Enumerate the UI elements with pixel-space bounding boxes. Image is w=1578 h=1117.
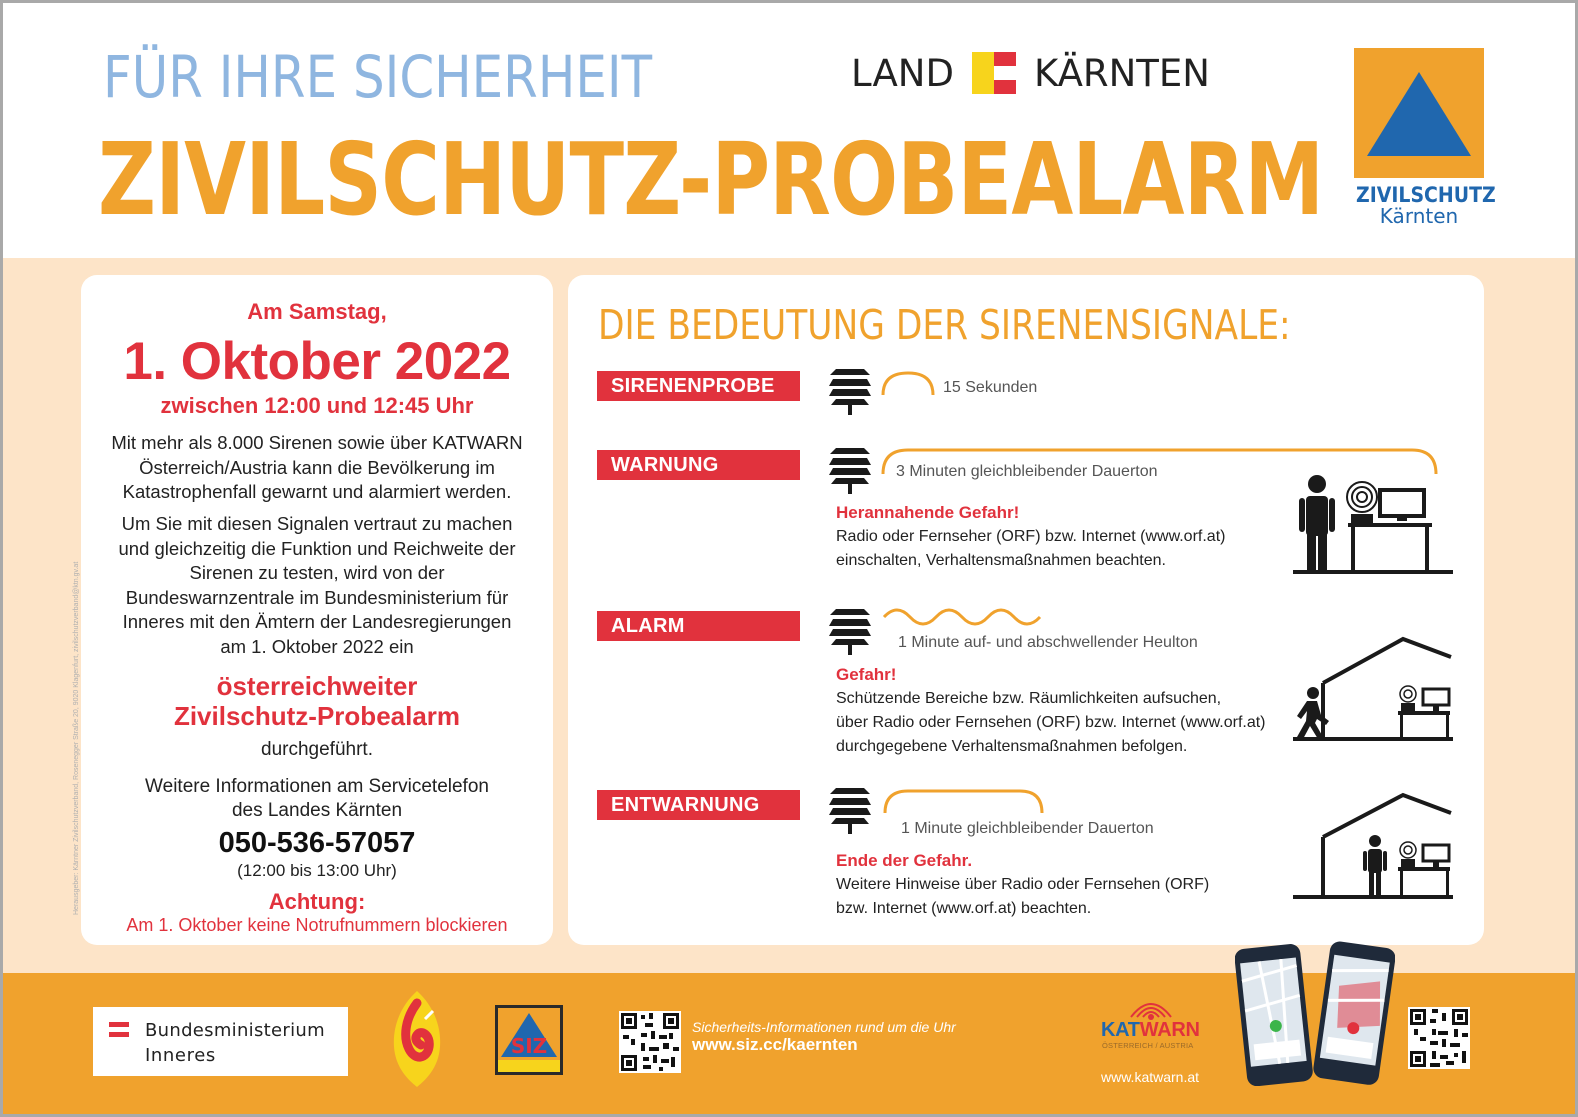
katwarn-url-link[interactable]: www.katwarn.at xyxy=(1101,1069,1200,1085)
signal-instructions-alarm xyxy=(836,687,1266,759)
signal-curve-alarm xyxy=(882,605,1052,629)
purpose-line: Um Sie mit diesen Signalen vertraut zu machen xyxy=(121,513,513,534)
siz-url-link[interactable]: www.siz.cc/kaernten xyxy=(692,1035,858,1054)
conducted-text: durchgeführt. xyxy=(261,739,373,760)
signal-instructions-entwarnung xyxy=(836,873,1209,921)
intro-line: Österreich/Austria kann die Bevölkerung im xyxy=(139,456,495,478)
siz-tagline: Sicherheits-Informationen rund um die Uhr xyxy=(692,1019,956,1035)
zivilschutz-logo-text xyxy=(1349,183,1496,228)
land-logo-right: KÄRNTEN xyxy=(1033,51,1210,95)
signal-caption-alarm: 1 Minute auf- und abschwellender Heulton xyxy=(898,634,1198,651)
austria-flag-icon xyxy=(109,1022,129,1037)
signal-caption-entwarnung: 1 Minute gleichbleibender Dauerton xyxy=(901,820,1154,837)
person-entering-house-icon xyxy=(1293,633,1455,747)
katwarn-name: KATWARN xyxy=(1101,1019,1200,1041)
purpose-line: Sirenen zu testen, wird von der xyxy=(189,562,445,583)
siren-icon xyxy=(828,446,872,494)
announcement-card xyxy=(81,275,553,945)
signal-instructions-warnung xyxy=(836,525,1225,573)
signal-caption-sirenenprobe: 15 Sekunden xyxy=(943,379,1038,396)
siren-icon xyxy=(828,786,872,834)
signal-curve-sirenenprobe xyxy=(880,369,940,399)
siren-icon xyxy=(828,607,872,655)
signal-label-sirenenprobe: SIRENENPROBE xyxy=(597,371,800,401)
smartphones-app-icon xyxy=(1235,938,1395,1086)
footer xyxy=(3,973,1575,1117)
katwarn-logo xyxy=(1101,991,1231,1091)
carinthia-flag-icon xyxy=(972,52,1016,94)
qr-code-katwarn-icon[interactable] xyxy=(1408,1007,1470,1069)
poster-title: ZIVILSCHUTZ-PROBEALARM xyxy=(98,121,1324,238)
person-with-radio-and-tv-icon xyxy=(1293,470,1455,580)
signal-meaning-warnung: Herannahende Gefahr! xyxy=(836,503,1020,522)
purpose-paragraph xyxy=(87,512,547,659)
bmi-logo-line2: Inneres xyxy=(145,1045,216,1066)
alarm-name-line: Zivilschutz-Probealarm xyxy=(173,701,461,731)
intro-line: Katastrophenfall gewarnt und alarmiert werden. xyxy=(122,481,512,502)
signal-caption-warnung: 3 Minuten gleichbleibender Dauerton xyxy=(896,463,1158,480)
service-info-line: des Landes Kärnten xyxy=(231,800,403,821)
zivilschutz-logo-line1: ZIVILSCHUTZ xyxy=(1356,183,1496,207)
signal-label-warnung: WARNUNG xyxy=(597,450,800,480)
land-kaernten-logo xyxy=(851,51,1210,95)
service-phone-hours: (12:00 bis 13:00 Uhr) xyxy=(237,861,397,880)
alarm-name xyxy=(81,671,553,731)
katwarn-signal-icon xyxy=(1123,993,1179,1021)
service-phone-number: 050-536-57057 xyxy=(218,827,416,859)
purpose-line: Bundeswarnzentrale im Bundesministerium für xyxy=(125,586,509,608)
purpose-line: Inneres mit den Ämtern der Landesregierungen xyxy=(122,611,512,632)
signal-meaning-entwarnung: Ende der Gefahr. xyxy=(836,851,973,870)
instruction-line: bzw. Internet (www.orf.at) beachten. xyxy=(836,900,1092,917)
instruction-line: Weitere Hinweise über Radio oder Fernsehen (ORF) xyxy=(836,876,1210,893)
signal-meaning-alarm: Gefahr! xyxy=(836,665,897,684)
service-info-line: Weitere Informationen am Servicetelefon xyxy=(145,776,489,797)
intro-line: Mit mehr als 8.000 Sirenen sowie über KATWARN xyxy=(111,432,523,453)
header xyxy=(3,3,1575,258)
purpose-line: am 1. Oktober 2022 ein xyxy=(220,635,414,657)
siz-logo-text: SIZ xyxy=(510,1034,548,1058)
instruction-line: Schützende Bereiche bzw. Räumlichkeiten aufsuchen, xyxy=(836,690,1222,707)
siz-logo-icon xyxy=(495,1005,563,1075)
siren-icon xyxy=(828,367,872,415)
publisher-note: Herausgeber: Kärntner Zivilschutzverband, Rosenegger Straße 20, 9020 Klagenfurt, zivilschutzverband@ktn.gv.at xyxy=(73,561,80,915)
instruction-line: über Radio oder Fernsehen (ORF) bzw. Internet (www.orf.at) xyxy=(836,714,1266,731)
instruction-line: durchgegebene Verhaltensmaßnahmen befolgen. xyxy=(836,738,1188,755)
attention-heading: Achtung: xyxy=(268,889,366,914)
signal-curve-entwarnung xyxy=(882,786,1048,816)
kicker-text: FÜR IHRE SICHERHEIT xyxy=(103,43,653,111)
signals-card xyxy=(568,275,1484,945)
service-info xyxy=(81,775,553,823)
bmi-logo xyxy=(93,1007,348,1076)
fire-brigade-emblem-icon xyxy=(387,989,447,1089)
instruction-line: Radio oder Fernseher (ORF) bzw. Internet (www.orf.at) xyxy=(836,528,1226,545)
alarm-name-line: österreichweiter xyxy=(216,671,418,701)
purpose-line: und gleichzeitig die Funktion und Reichweite der xyxy=(118,537,516,559)
signals-heading: DIE BEDEUTUNG DER SIRENENSIGNALE: xyxy=(598,301,1291,349)
announcement-day: Am Samstag, xyxy=(247,299,387,324)
katwarn-subtitle: ÖSTERREICH / AUSTRIA xyxy=(1102,1041,1194,1050)
intro-paragraph xyxy=(87,431,547,505)
person-indoors-house-icon xyxy=(1293,791,1455,903)
attention-text: Am 1. Oktober keine Notrufnummern blockieren xyxy=(126,915,508,935)
announcement-time-window: zwischen 12:00 und 12:45 Uhr xyxy=(160,393,474,418)
bmi-logo-line1: Bundesministerium xyxy=(145,1020,325,1041)
qr-code-siz-icon[interactable] xyxy=(619,1011,681,1073)
land-logo-left: LAND xyxy=(851,51,954,95)
zivilschutz-triangle-icon xyxy=(1354,48,1484,178)
signal-label-alarm: ALARM xyxy=(597,611,800,641)
signal-label-entwarnung: ENTWARNUNG xyxy=(597,790,800,820)
instruction-line: einschalten, Verhaltensmaßnahmen beachten. xyxy=(836,552,1166,569)
zivilschutz-logo-line2: Kärnten xyxy=(1379,204,1459,228)
announcement-date: 1. Oktober 2022 xyxy=(123,332,511,391)
